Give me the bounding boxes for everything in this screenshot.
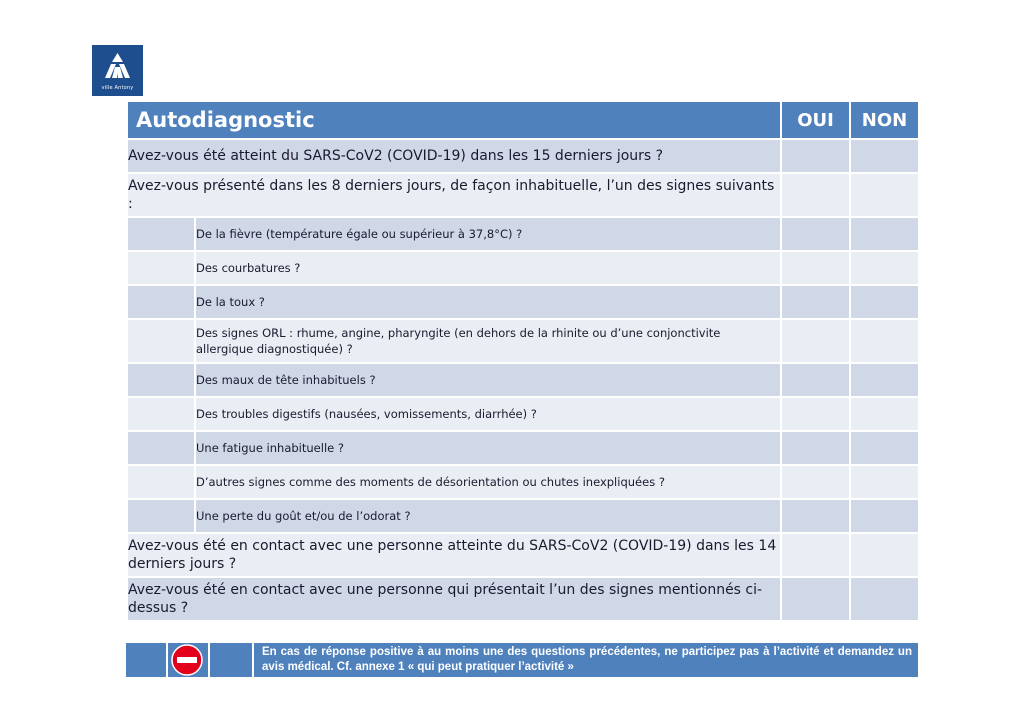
indent-cell [127,397,195,431]
indent-cell [127,251,195,285]
answer-oui-cell[interactable] [781,139,850,173]
sign-text: De la fièvre (température égale ou supérieur à 37,8°C) ? [195,217,781,251]
banner-spacer [126,643,168,677]
sign-row [127,499,919,533]
sign-row [127,397,919,431]
logo-mark-icon [101,53,134,83]
sign-row [127,285,919,319]
answer-oui-cell[interactable] [781,431,850,465]
answer-non-cell[interactable] [850,251,919,285]
sign-row [127,363,919,397]
question-text: Avez-vous présenté dans les 8 derniers jours, de façon inhabituelle, l’un des signes suivants : [127,173,781,217]
column-oui: OUI [781,101,850,139]
indent-cell [127,499,195,533]
sign-text: Des signes ORL : rhume, angine, pharyngite (en dehors de la rhinite ou d’une conjonctivite allergique diagnostiquée) ? [195,319,781,363]
answer-non-cell[interactable] [850,397,919,431]
sign-text: Une perte du goût et/ou de l’odorat ? [195,499,781,533]
sign-row [127,465,919,499]
question-text: Avez-vous été en contact avec une personne atteinte du SARS-CoV2 (COVID-19) dans les 14 derniers jours ? [127,533,781,577]
answer-oui-cell[interactable] [781,217,850,251]
answer-oui-cell[interactable] [781,397,850,431]
answer-oui-cell[interactable] [781,363,850,397]
banner-spacer [210,643,254,677]
answer-non-cell[interactable] [850,533,919,577]
question-text: Avez-vous été en contact avec une personne qui présentait l’un des signes mentionnés ci-dessus ? [127,577,781,621]
question-row [127,173,919,217]
answer-oui-cell[interactable] [781,173,850,217]
question-row [127,533,919,577]
answer-non-cell[interactable] [850,499,919,533]
sign-row [127,217,919,251]
indent-cell [127,217,195,251]
sign-text: Des maux de tête inhabituels ? [195,363,781,397]
question-row [127,139,919,173]
answer-oui-cell[interactable] [781,319,850,363]
answer-oui-cell[interactable] [781,285,850,319]
answer-non-cell[interactable] [850,319,919,363]
autodiagnostic-table [126,100,920,622]
answer-non-cell[interactable] [850,363,919,397]
indent-cell [127,465,195,499]
answer-oui-cell[interactable] [781,499,850,533]
answer-non-cell[interactable] [850,465,919,499]
answer-non-cell[interactable] [850,431,919,465]
indent-cell [127,285,195,319]
answer-non-cell[interactable] [850,577,919,621]
question-row [127,577,919,621]
sign-row [127,251,919,285]
question-text: Avez-vous été atteint du SARS-CoV2 (COVID-19) dans les 15 derniers jours ? [127,139,781,173]
table-title: Autodiagnostic [127,101,781,139]
table-header [127,101,919,139]
sign-text: Des troubles digestifs (nausées, vomissements, diarrhée) ? [195,397,781,431]
sign-text: D’autres signes comme des moments de désorientation ou chutes inexpliquées ? [195,465,781,499]
answer-non-cell[interactable] [850,217,919,251]
sign-text: Des courbatures ? [195,251,781,285]
warning-banner [126,643,918,677]
indent-cell [127,431,195,465]
answer-non-cell[interactable] [850,139,919,173]
sign-text: Une fatigue inhabituelle ? [195,431,781,465]
logo-text: ville Antony [101,85,134,91]
sign-text: De la toux ? [195,285,781,319]
sign-row [127,431,919,465]
answer-oui-cell[interactable] [781,251,850,285]
banner-icon-cell [168,643,210,677]
warning-text: En cas de réponse positive à au moins une des questions précédentes, ne participez pas à l’activité et demandez un avis médical. Cf. annexe 1 « qui peut pratiquer l’activité » [254,643,918,677]
no-entry-icon [171,644,203,676]
sign-row [127,319,919,363]
answer-oui-cell[interactable] [781,465,850,499]
answer-oui-cell[interactable] [781,577,850,621]
indent-cell [127,319,195,363]
answer-non-cell[interactable] [850,173,919,217]
answer-non-cell[interactable] [850,285,919,319]
answer-oui-cell[interactable] [781,533,850,577]
column-non: NON [850,101,919,139]
ville-antony-logo [92,45,143,96]
indent-cell [127,363,195,397]
